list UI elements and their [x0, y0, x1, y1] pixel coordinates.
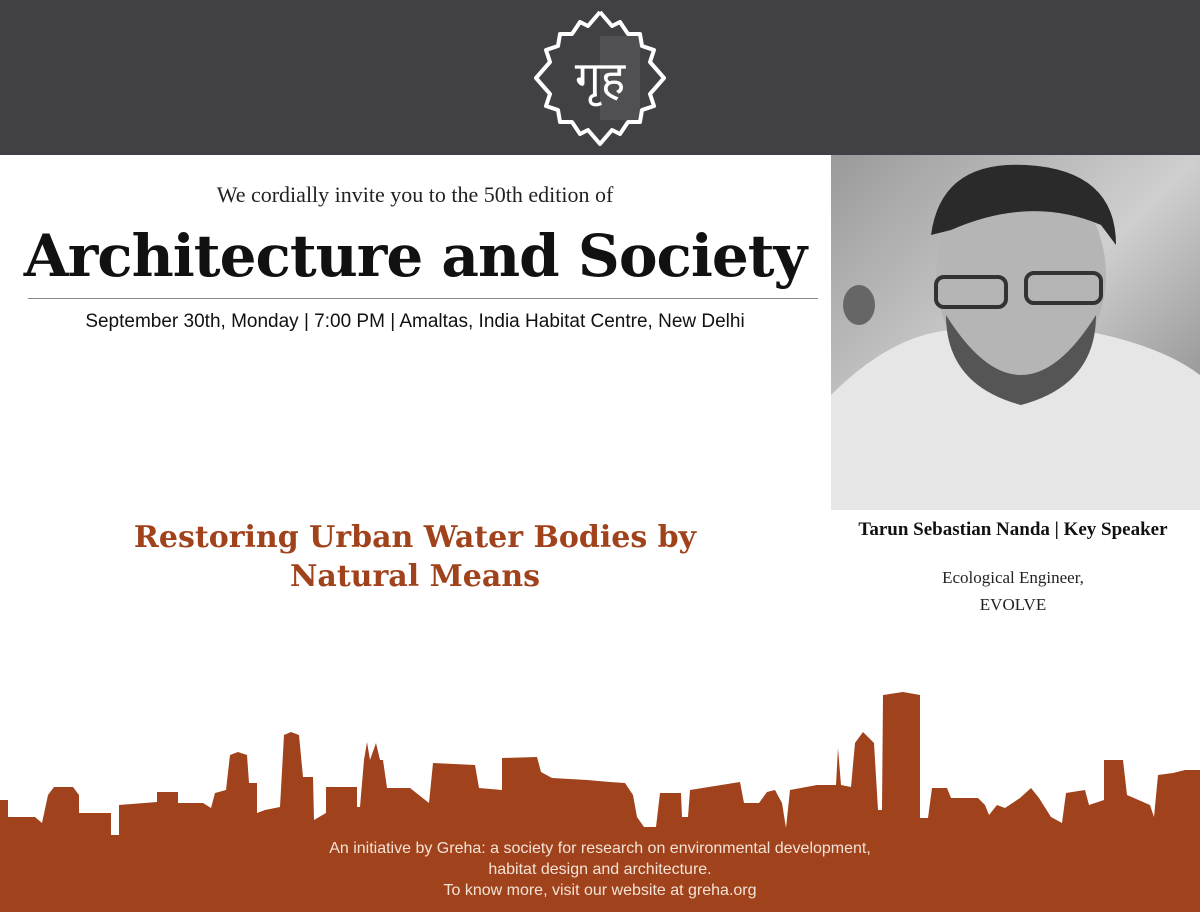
speaker-name: Tarun Sebastian Nanda | Key Speaker — [858, 519, 1168, 540]
speaker-organization: EVOLVE — [979, 595, 1047, 614]
speaker-designation: Ecological Engineer, — [942, 568, 1084, 587]
footer-line1: An initiative by Greha: a society for research on environmental development, — [329, 840, 871, 857]
speaker-photo — [831, 155, 1200, 510]
event-title: Architecture and Society — [23, 222, 807, 290]
footer-line3: To know more, visit our website at greha.org — [443, 882, 757, 899]
svg-text:गृह: गृह — [574, 51, 626, 105]
footer-line2: habitat design and architecture. — [488, 861, 712, 878]
divider — [28, 298, 818, 299]
invite-intro: We cordially invite you to the 50th edition of — [216, 182, 614, 207]
header-banner — [0, 0, 1200, 155]
talk-title-line1: Restoring Urban Water Bodies by — [133, 520, 697, 555]
greha-logo-icon — [528, 6, 672, 150]
talk-title-line2: Natural Means — [289, 559, 541, 594]
event-details: September 30th, Monday | 7:00 PM | Amaltas, India Habitat Centre, New Delhi — [85, 311, 745, 332]
speaker-role — [826, 564, 1200, 618]
talk-title — [100, 518, 730, 596]
footer-text — [0, 838, 1200, 901]
